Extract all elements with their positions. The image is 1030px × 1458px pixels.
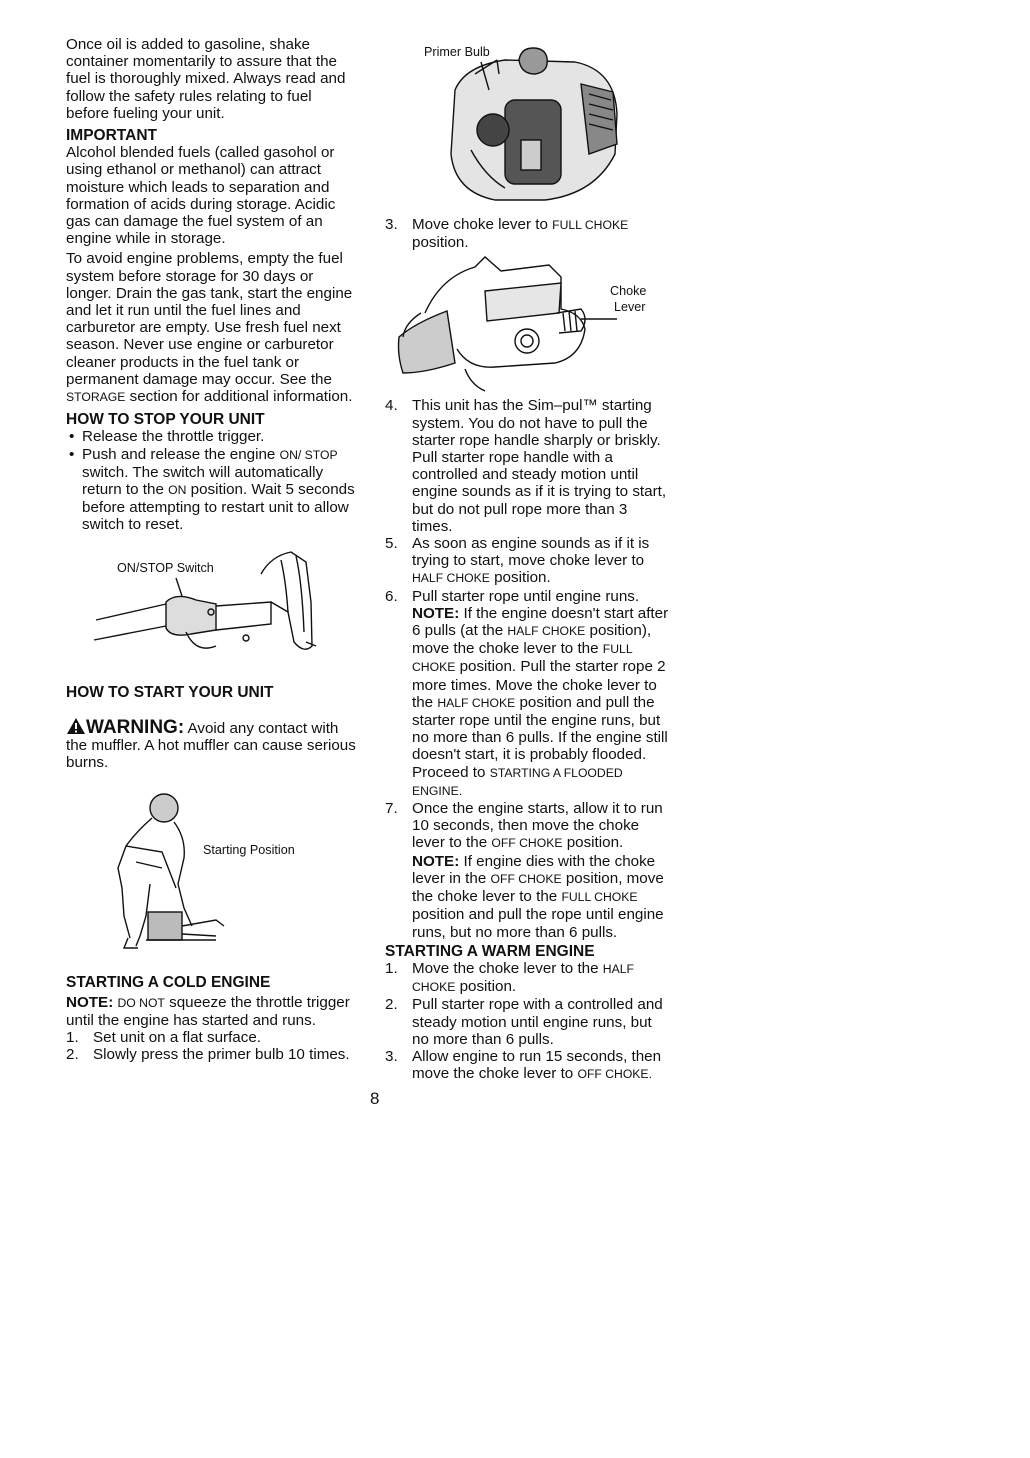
on-ref: ON xyxy=(168,483,187,498)
warning-label: WARNING: xyxy=(86,716,185,738)
step-text: Pull starter rope with a controlled and steady motion until engine runs, but no more than 6 pulls. xyxy=(412,996,663,1048)
text-run: position and pull the starter rope until the engine runs, but no more than 6 pulls. If the engine still doesn't start, it is probably flooded. Proceed to xyxy=(412,693,668,781)
choke-caption-line-2: Lever xyxy=(614,300,646,315)
cold-steps xyxy=(66,1029,358,1063)
list-item xyxy=(66,1029,358,1046)
on-stop-ref: ON/ STOP xyxy=(279,447,338,462)
starting-position-caption: Starting Position xyxy=(203,842,295,857)
half-choke-ref: HALF CHOKE xyxy=(412,961,634,995)
text-run: Pull starter rope until engine runs. xyxy=(412,587,640,605)
warm-heading: STARTING A WARM ENGINE xyxy=(385,942,595,960)
important-paragraph-2 xyxy=(66,250,358,406)
full-choke-ref: FULL CHOKE xyxy=(561,890,638,905)
list-item xyxy=(385,1048,670,1083)
list-item xyxy=(385,535,670,588)
text-run: Move choke lever to xyxy=(412,216,553,233)
right-column xyxy=(385,44,670,1083)
start-steps-continued xyxy=(385,397,670,940)
list-item xyxy=(385,216,670,251)
text-run: Allow engine to run 15 seconds, then move the choke lever to xyxy=(412,1047,662,1083)
text-run: position. xyxy=(455,978,517,996)
full-choke-ref: FULL CHOKE xyxy=(412,642,633,675)
step-number: 2. xyxy=(385,996,398,1014)
do-not-ref: DO NOT xyxy=(117,995,165,1010)
step-text: Set unit on a flat surface. xyxy=(93,1029,262,1047)
step-number: 1. xyxy=(385,959,398,977)
text-run: As soon as engine sounds as if it is trying to start, move choke lever to xyxy=(412,535,650,570)
on-stop-switch-figure xyxy=(66,542,358,672)
off-choke-ref: OFF CHOKE. xyxy=(577,1067,652,1082)
cold-note xyxy=(66,994,358,1029)
operator-crouching-illustration xyxy=(66,788,358,960)
off-choke-ref: OFF CHOKE xyxy=(491,836,563,851)
note-label: NOTE: xyxy=(66,993,114,1011)
primer-bulb-figure xyxy=(385,44,670,206)
text-run: position, move the choke lever to the xyxy=(412,869,664,906)
choke-caption-line-1: Choke xyxy=(610,284,647,299)
list-item xyxy=(385,800,670,941)
half-choke-ref: HALF CHOKE xyxy=(437,695,516,710)
text-run: Once the engine starts, allow it to run 10 seconds, then move the choke lever to the xyxy=(412,800,663,852)
list-item xyxy=(66,1046,358,1063)
step-text: Slowly press the primer bulb 10 times. xyxy=(93,1046,350,1064)
step-number: 2. xyxy=(66,1046,79,1064)
text-run: If the engine doesn't start after 6 pulls (at the xyxy=(412,604,669,640)
stop-heading: HOW TO STOP YOUR UNIT xyxy=(66,411,265,429)
step-number: 3. xyxy=(385,216,398,233)
cold-heading: STARTING A COLD ENGINE xyxy=(66,973,271,991)
warning-paragraph xyxy=(66,717,358,772)
step-number: 7. xyxy=(385,800,398,818)
step-number: 1. xyxy=(66,1029,79,1047)
off-choke-ref: OFF CHOKE xyxy=(490,871,562,886)
important-paragraph-1: Alcohol blended fuels (called gasohol or using ethanol or methanol) can attract moisture which leads to separation and formation of acids during storage. Acidic gas can damage the fuel system of an engine while in storage. xyxy=(66,144,336,248)
choke-lever-illustration xyxy=(385,253,670,397)
text-run: Move the choke lever to the xyxy=(412,959,603,977)
half-choke-ref: HALF CHOKE xyxy=(507,624,586,639)
choke-lever-figure xyxy=(385,253,670,397)
step-number: 4. xyxy=(385,397,398,415)
storage-ref: STORAGE xyxy=(66,390,126,405)
text-run: Push and release the engine xyxy=(82,445,280,463)
step-number: 5. xyxy=(385,535,398,553)
step-number: 3. xyxy=(385,1047,398,1065)
text-run: position. xyxy=(412,234,469,252)
half-choke-ref: HALF CHOKE xyxy=(412,571,490,586)
text-run: position. xyxy=(489,569,551,587)
primer-bulb-caption: Primer Bulb xyxy=(424,45,490,59)
text-run: switch. The switch will automatically return to the xyxy=(82,463,324,499)
warm-steps xyxy=(385,960,670,1083)
list-item xyxy=(385,960,670,996)
text-run: position and pull the rope until engine runs, but no more than 6 pulls. xyxy=(412,906,664,941)
step-number: 6. xyxy=(385,587,398,605)
text-run: To avoid engine problems, empty the fuel system before storage for 30 days or longer. Drain the gas tank, start the engine and let it run until the fuel lines and carburetor are empty. Use fresh fuel next season. Never use engine or carburetor cleaner products in the fuel tank or permanent damage may occur. See the xyxy=(66,250,353,388)
text-run: position. Wait 5 seconds before attempting to restart unit to allow switch to reset. xyxy=(82,481,355,534)
list-item xyxy=(66,446,358,534)
text-run: squeeze the throttle trigger until the engine has started and runs. xyxy=(66,993,350,1029)
warning-triangle-icon xyxy=(66,717,86,735)
start-heading: HOW TO START YOUR UNIT xyxy=(66,683,274,701)
intro-paragraph: Once oil is added to gasoline, shake container momentarily to assure that the fuel is thoroughly mixed. Always read and follow the safety rules relating to fuel before fueling your unit. xyxy=(66,36,346,122)
text-run: If engine dies with the choke lever in the xyxy=(412,852,656,887)
page-number: 8 xyxy=(370,1089,380,1108)
text-run: position. xyxy=(562,834,624,852)
step-text: This unit has the Sim–pul™ starting system. You do not have to pull the starter rope handle sharply or briskly. Pull starter rope handle with a controlled and steady motion until engine sounds as if it is trying to start, but do not pull rope more than 3 times. xyxy=(412,397,667,535)
list-item xyxy=(385,996,670,1048)
warning-text: Avoid any contact with the muffler. A hot muffler can cause serious burns. xyxy=(66,719,356,772)
important-heading: IMPORTANT xyxy=(66,127,157,145)
note-label: NOTE: xyxy=(412,604,460,622)
stop-list xyxy=(66,428,358,533)
list-item xyxy=(66,428,358,445)
flooded-engine-ref: STARTING A FLOODED ENGINE. xyxy=(412,765,623,798)
text-run: position. Pull the starter rope 2 more times. Move the choke lever to the xyxy=(412,658,666,711)
full-choke-ref: FULL CHOKE xyxy=(552,218,629,232)
list-item xyxy=(385,588,670,800)
left-column xyxy=(66,36,358,1064)
list-item xyxy=(385,397,670,535)
text-run: position), move the choke lever to the xyxy=(412,622,652,658)
on-stop-caption: ON/STOP Switch xyxy=(117,560,214,575)
start-steps xyxy=(385,216,670,251)
starting-position-figure xyxy=(66,788,358,960)
text-run: section for additional information. xyxy=(125,388,353,406)
engine-top-illustration xyxy=(385,44,670,206)
note-label: NOTE: xyxy=(412,852,460,870)
text-run: Release the throttle trigger. xyxy=(82,428,265,446)
